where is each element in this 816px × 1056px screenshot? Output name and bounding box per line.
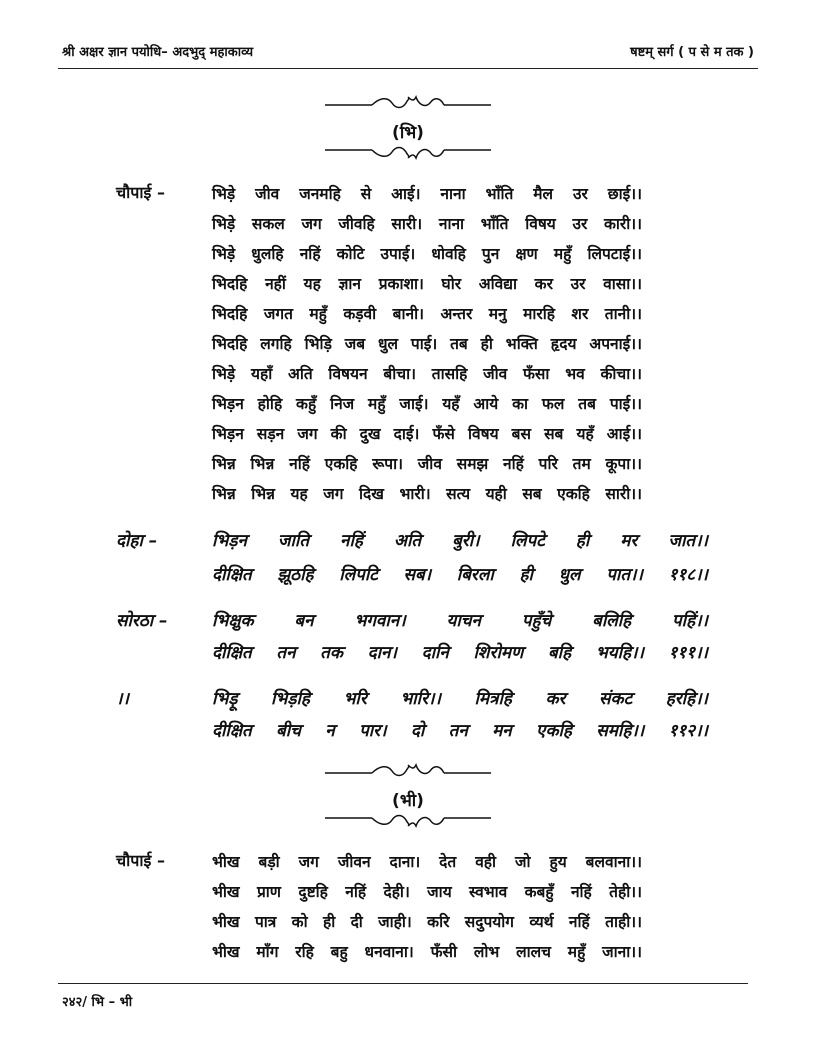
ornament-top-icon	[0, 763, 816, 783]
verse-line: भिड़े जीव जनमहि से आई। नाना भाँति मैल उर छाई।।	[212, 185, 642, 203]
verse-line: भिड़े सकल जग जीवहि सारी। नाना भाँति विषय उर कारी।।	[212, 215, 642, 233]
verse-line: भीख माँग रहि बहु धनवाना। फँसी लोभ लालच महुँ जाना।।	[212, 943, 642, 961]
ornament-top-icon	[0, 95, 816, 115]
sortha2-line: भिड़ू भिड़हि भरि भारि।। मित्रहि कर संकट हरहि।।	[212, 689, 708, 709]
verse-line: भीख प्राण दुष्टहि नहिं देही। जाय स्वभाव कबहुँ नहिं तेही।।	[212, 883, 642, 901]
sortha-line: भिक्षुक बन भगवान। याचन पहुँचे बलिहि पहिं।।	[212, 611, 708, 631]
chaupai-label: चौपाई –	[116, 851, 165, 870]
sortha-label: सोरठा –	[116, 611, 168, 631]
verse-line: भिन्न भिन्न यह जग दिख भारी। सत्य यही सब एकहि सारी।।	[212, 485, 642, 503]
verse-line: भिदहि जगत महुँ कड़वी बानी। अन्तर मनु मारहि शर तानी।।	[212, 305, 642, 323]
verse-line: भीख पात्र को ही दी जाही। करि सदुपयोग व्यर्थ नहिं ताही।।	[212, 913, 642, 931]
header-book-title: श्री अक्षर ज्ञान पयोधि– अदभुद् महाकाव्य	[62, 45, 254, 60]
verse-line: भिड़न सड़न जग की दुख दाई। फँसे विषय बस सब यहँ आई।।	[212, 425, 642, 443]
verse-line: भिड़े धुलहि नहिं कोटि उपाई। धोवहि पुन क्षण महुँ लिपटाई।।	[212, 245, 642, 263]
chaupai-label: चौपाई –	[116, 183, 165, 202]
verse-line: भिड़े यहाँ अति विषयन बीचा। तासहि जीव फँसा भव कीचा।।	[212, 365, 642, 383]
doha-line: भिड़न जाति नहिं अति बुरी। लिपटे ही मर जात।।	[212, 531, 708, 551]
footer-rule	[58, 983, 748, 984]
verse-line: भिड़न होहि कहुँ निज महुँ जाई। यहँ आये का फल तब पाई।।	[212, 395, 642, 413]
ornament-bottom-icon	[0, 140, 816, 160]
sortha2-line: दीक्षित बीच न पार। दो तन मन एकहि समहि।। ११२।।	[212, 721, 708, 741]
footer-page-number: २४२/ भि – भी	[62, 995, 133, 1010]
verse-line: भिन्न भिन्न नहिं एकहि रूपा। जीव समझ नहिं परि तम कूपा।।	[212, 455, 642, 473]
section-title-bhi: (भि)	[392, 123, 424, 143]
section-title-bhee: (भी)	[392, 791, 424, 811]
ornament-bottom-icon	[0, 808, 816, 828]
sortha2-label: ।।	[116, 689, 129, 709]
header-chapter-title: षष्टम् सर्ग ( प से म तक )	[630, 45, 754, 60]
doha-label: दोहा –	[116, 531, 158, 551]
verse-line: भिदहि नहीं यह ज्ञान प्रकाशा। घोर अविद्या कर उर वासा।।	[212, 275, 642, 293]
sortha-line: दीक्षित तन तक दान। दानि शिरोमण बहि भयहि।। १११।।	[212, 643, 708, 663]
header-rule	[58, 68, 758, 69]
doha-line: दीक्षित झूठहि लिपटि सब। बिरला ही धुल पात।। ११८।।	[212, 565, 708, 585]
verse-line: भीख बड़ी जग जीवन दाना। देत वही जो हुय बलवाना।।	[212, 853, 642, 871]
verse-line: भिदहि लगहि भिड़ि जब धुल पाई। तब ही भक्ति हृदय अपनाई।।	[212, 335, 642, 353]
